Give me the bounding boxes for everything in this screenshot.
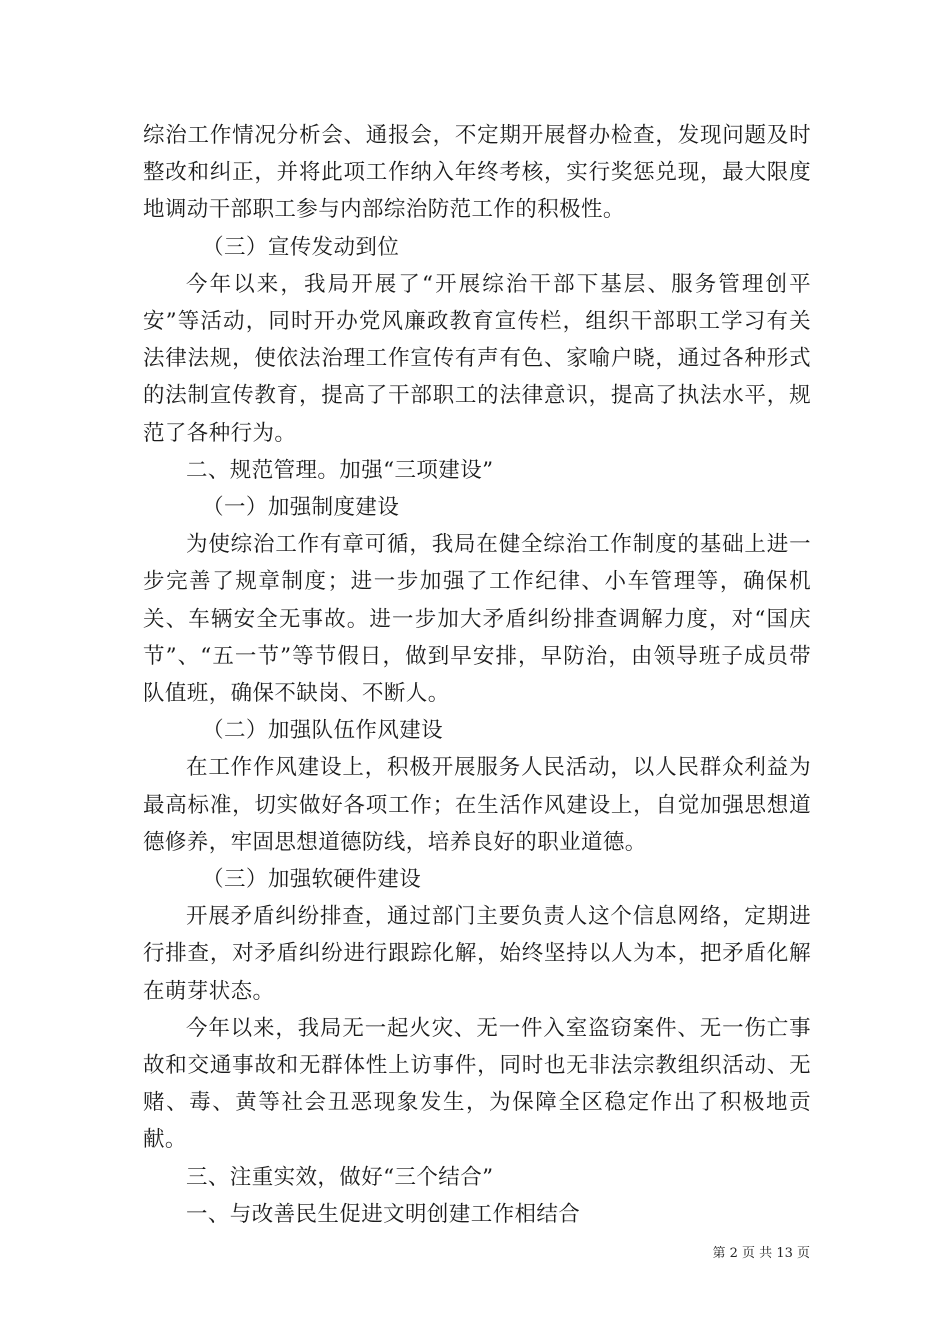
section-heading-three: 三、注重实效，做好“三个结合” — [186, 1164, 494, 1190]
section-heading-two: 二、规范管理。加强“三项建设” — [186, 457, 494, 483]
subheading-publicity: （三）宣传发动到位 — [202, 234, 400, 260]
paragraph-system: 为使综治工作有章可循，我局在健全综治工作制度的基础上进一步完善了规章制度；进一步加强了工作纪律、小车管理等，确保机关、车辆安全无事故。进一步加大矛盾纠纷排查调解力度，对“国庆节”、“五一节”等节假日，做到早安排，早防治，由领导班子成员带队值班，确保不缺岗、不断人。 — [143, 532, 811, 707]
subheading-system: （一）加强制度建设 — [202, 495, 400, 521]
paragraph-infrastructure: 开展矛盾纠纷排查，通过部门主要负责人这个信息网络，定期进行排查，对矛盾纠纷进行跟踪化解，始终坚持以人为本，把矛盾化解在萌芽状态。 — [143, 904, 811, 1004]
paragraph-team-style: 在工作作风建设上，积极开展服务人民活动，以人民群众利益为最高标准，切实做好各项工作；在生活作风建设上，自觉加强思想道德修养，牢固思想道德防线，培养良好的职业道德。 — [143, 755, 811, 855]
subheading-team-style: （二）加强队伍作风建设 — [202, 718, 444, 744]
paragraph-continuation: 综治工作情况分析会、通报会，不定期开展督办检查，发现问题及时整改和纠正，并将此项工作纳入年终考核，实行奖惩兑现，最大限度地调动干部职工参与内部综治防范工作的积极性。 — [143, 123, 811, 223]
paragraph-publicity: 今年以来，我局开展了“开展综治干部下基层、服务管理创平安”等活动，同时开办党风廉政教育宣传栏，组织干部职工学习有关法律法规，使依法治理工作宣传有声有色、家喻户晓，通过各种形式的法制宣传教育，提高了干部职工的法律意识，提高了执法水平，规范了各种行为。 — [143, 271, 811, 446]
section-item-one: 一、与改善民生促进文明创建工作相结合 — [186, 1201, 581, 1227]
subheading-infrastructure: （三）加强软硬件建设 — [202, 867, 422, 893]
paragraph-results: 今年以来，我局无一起火灾、无一件入室盗窃案件、无一伤亡事故和交通事故和无群体性上访事件，同时也无非法宗教组织活动、无赌、毒、黄等社会丑恶现象发生，为保障全区稳定作出了积极地贡献。 — [143, 1015, 811, 1153]
document-body — [143, 117, 811, 1233]
page-number-footer: 第 2 页 共 13 页 — [712, 1246, 810, 1261]
